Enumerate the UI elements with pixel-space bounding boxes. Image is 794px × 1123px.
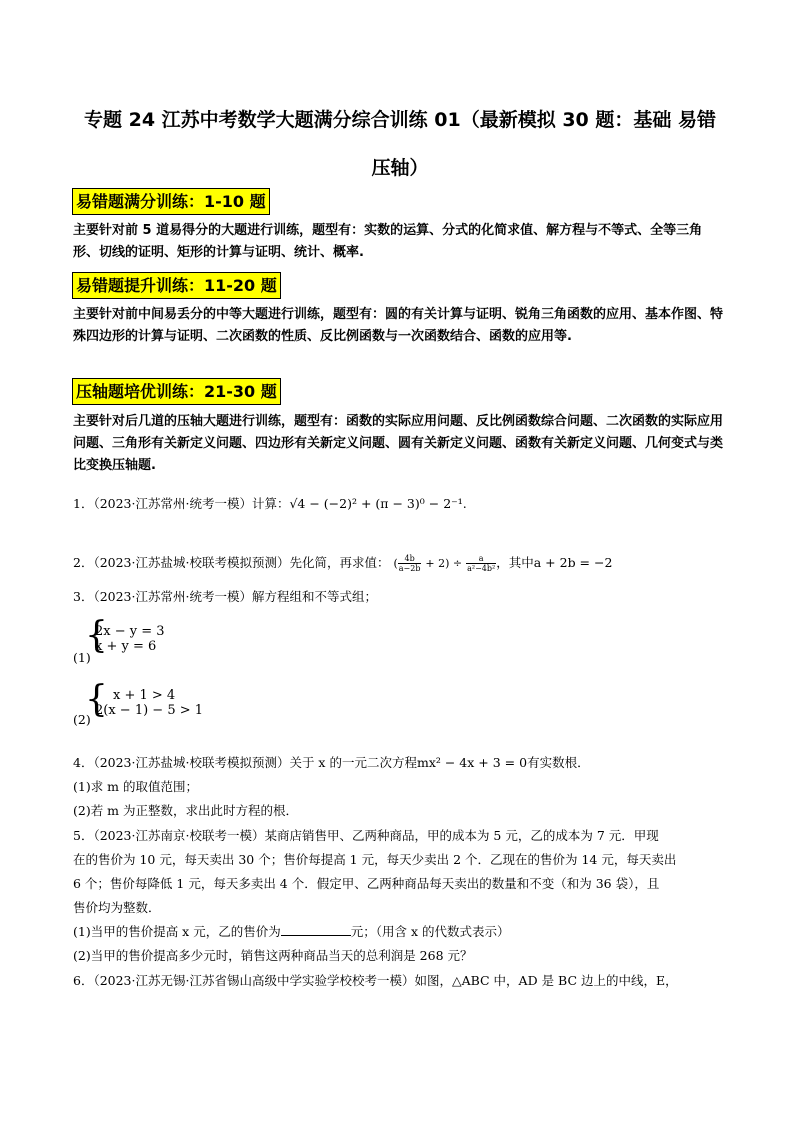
brace-glyph: { (85, 679, 108, 720)
q2-text: 2．（2023·江苏盐城·校联考模拟预测）先化简，再求值： (73, 555, 390, 570)
question-6: 6．（2023·江苏无锡·江苏省锡山高级中学实验学校校考一模）如图，△ABC 中，AD 是 BC 边上的中线，E， (73, 973, 678, 988)
q2-f1-num: 4b (398, 554, 422, 564)
q2-condition: a + 2b = −2 (533, 555, 613, 570)
q2-f2-den: a²−4b² (467, 564, 496, 573)
q2-fraction-2 (466, 554, 496, 573)
question-1 (73, 493, 728, 515)
q4-text: 4．（2023·江苏盐城·校联考模拟预测）关于 x 的一元二次方程 (73, 755, 417, 770)
q4-sub-2: (2)若 m 为正整数，求出此时方程的根． (73, 803, 299, 818)
q4-sub-1: (1)求 m 的取值范围； (73, 779, 199, 794)
q3-system-1 (73, 615, 273, 665)
q5-line-1: 5．（2023·江苏南京·校联考一模）某商店销售甲、乙两种商品，甲的成本为 5 元，乙的成本为 7 元．甲现 (73, 828, 659, 843)
q2-fraction-1 (398, 554, 422, 573)
section-body-final: 主要针对后几道的压轴大题进行训练，题型有：函数的实际应用问题、反比例函数综合问题、二次函数的实际应用问题、三角形有关新定义问题、四边形有关新定义问题、圆有关新定义问题、函数有关新定义问题、几何变式与类比变换压轴题. (73, 414, 724, 473)
q3-p1-line2: x + y = 6 (95, 639, 157, 654)
q4-math: mx² − 4x + 3 = 0 (416, 755, 528, 770)
section-heading-easy: 易错题满分训练：1-10 题 (72, 188, 270, 215)
brace-glyph: { (85, 615, 108, 656)
section-heading-improve: 易错题提升训练：11-20 题 (72, 272, 281, 299)
q1-math: √4 − (−2)² + (π − 3)⁰ − 2⁻¹ (289, 496, 463, 511)
title-line-2: 压轴） (371, 157, 429, 179)
q5-sub-1-a: (1)当甲的售价提高 x 元，乙的售价为 (73, 924, 281, 939)
q3-p1-line1: 2x − y = 3 (95, 624, 165, 639)
answer-blank[interactable] (281, 921, 351, 936)
q3-p2-line2: 2(x − 1) − 5 > 1 (95, 703, 204, 718)
q2-tail: ，其中 (496, 555, 534, 570)
section-body-improve: 主要针对前中间易丢分的中等大题进行训练，题型有：圆的有关计算与证明、锐角三角函数的应用、基本作图、特殊四边形的计算与证明、二次函数的性质、反比例函数与一次函数结合、函数的应用等. (73, 307, 724, 344)
q4-end: 有实数根． (527, 755, 590, 770)
q3-part-2-label: (2) (73, 712, 91, 727)
q3-part-1-label: (1) (73, 650, 91, 665)
title-line-1: 专题 24 江苏中考数学大题满分综合训练 01（最新模拟 30 题：基础 易错 (83, 109, 716, 131)
question-2 (73, 552, 728, 575)
q5-sub-2: (2)当甲的售价提高多少元时，销售这两种商品当天的总利润是 268 元？ (73, 948, 473, 963)
q2-f1-den: a−2b (398, 564, 421, 573)
section-body-easy: 主要针对前 5 道易得分的大题进行训练，题型有：实数的运算、分式的化简求值、解方程与不等式、全等三角形、切线的证明、矩形的计算与证明、统计、概率. (73, 223, 703, 260)
q2-open-paren: ( (393, 557, 398, 570)
question-4 (73, 752, 728, 774)
section-heading-final: 压轴题培优训练：21-30 题 (72, 378, 281, 405)
q3-p2-line1: x + 1 > 4 (113, 688, 176, 703)
q5-sub-1 (73, 921, 728, 943)
q1-text: 1．（2023·江苏常州·统考一模）计算： (73, 496, 290, 511)
q3-system-2 (73, 679, 293, 728)
question-3: 3．（2023·江苏常州·统考一模）解方程组和不等式组； (73, 589, 377, 604)
q5-sub-1-b: 元；（用含 x 的代数式表示） (350, 924, 510, 939)
page-title (70, 96, 730, 192)
q1-end: . (462, 496, 467, 511)
q5-line-3: 6 个；售价每降低 1 元，每天多卖出 4 个．假定甲、乙两种商品每天卖出的数量和不变（和为 36 袋），且 (73, 876, 660, 891)
q2-f2-num: a (466, 554, 496, 564)
q2-operators: + 2) ÷ (425, 557, 463, 570)
q5-line-2: 在的售价为 10 元，每天卖出 30 个；售价每提高 1 元，每天少卖出 2 个．乙现在的售价为 14 元，每天卖出 (73, 852, 677, 867)
q5-line-4: 售价均为整数． (73, 900, 161, 915)
